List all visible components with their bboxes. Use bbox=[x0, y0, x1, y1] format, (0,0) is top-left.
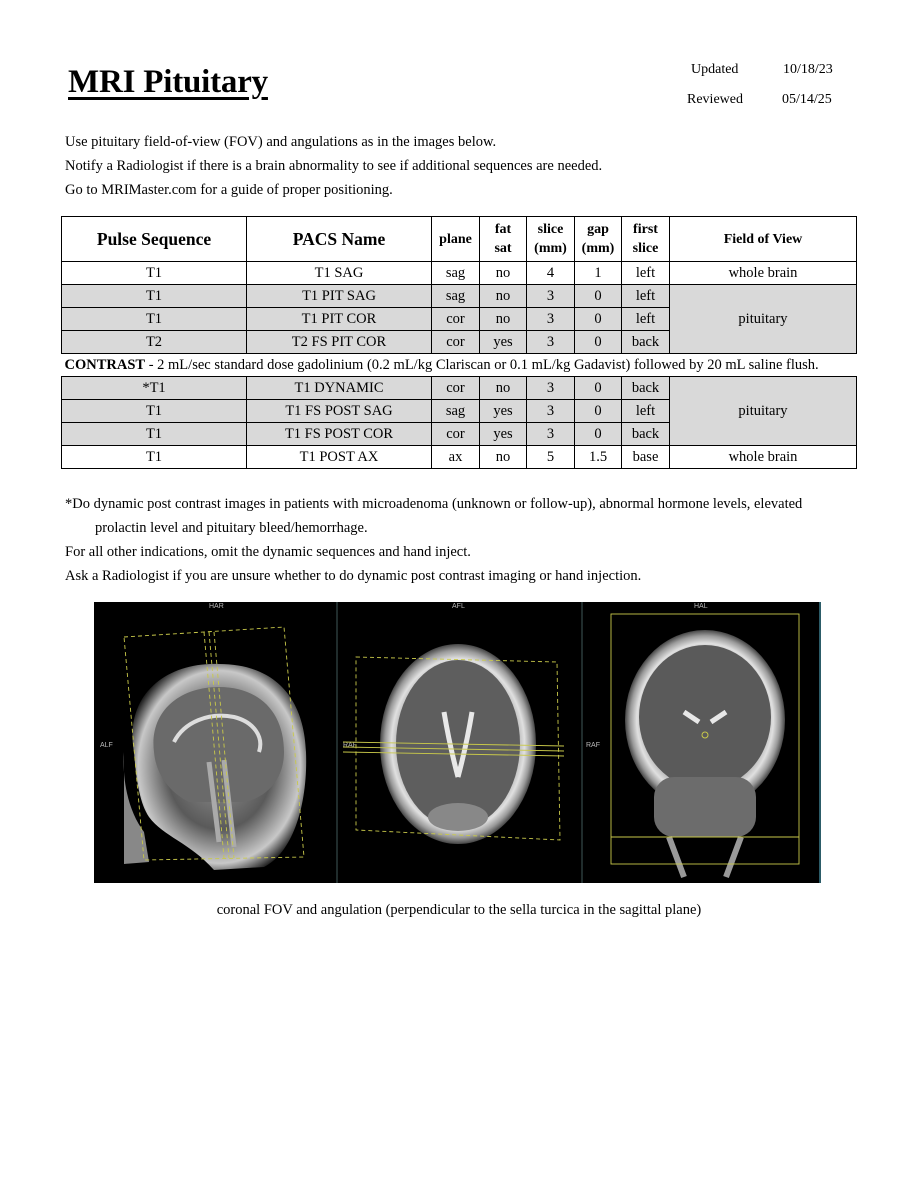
cell-pacs: T2 FS PIT COR bbox=[247, 331, 432, 354]
cell-pacs: T1 FS POST COR bbox=[247, 423, 432, 446]
cell-slice: 3 bbox=[527, 308, 575, 331]
cell-pacs: T1 PIT COR bbox=[247, 308, 432, 331]
ax-top-label: AFL bbox=[452, 603, 465, 610]
cell-first-slice: back bbox=[622, 423, 670, 446]
cell-first-slice: left bbox=[622, 308, 670, 331]
cell-plane: ax bbox=[432, 446, 480, 469]
header-fat-sat: fat sat bbox=[480, 217, 527, 262]
cell-plane: sag bbox=[432, 285, 480, 308]
cell-gap: 0 bbox=[575, 377, 622, 400]
cell-first-slice: back bbox=[622, 331, 670, 354]
cell-slice: 3 bbox=[527, 400, 575, 423]
cell-plane: sag bbox=[432, 262, 480, 285]
cell-fat-sat: yes bbox=[480, 423, 527, 446]
note-line: prolactin level and pituitary bleed/hemorrhage. bbox=[95, 520, 368, 536]
table-row bbox=[62, 377, 857, 400]
cell-slice: 3 bbox=[527, 331, 575, 354]
cell-fat-sat: no bbox=[480, 285, 527, 308]
header-field-of-view: Field of View bbox=[670, 217, 857, 262]
header-gap: gap (mm) bbox=[575, 217, 622, 262]
note-line: *Do dynamic post contrast images in patients with microadenoma (unknown or follow-up), abnormal hormone levels, elevated bbox=[65, 496, 803, 512]
header-slice: slice (mm) bbox=[527, 217, 575, 262]
ax-left-label: RAF bbox=[343, 742, 357, 749]
cell-gap: 0 bbox=[575, 400, 622, 423]
cell-gap: 1 bbox=[575, 262, 622, 285]
intro-instructions bbox=[65, 130, 602, 202]
cell-first-slice: base bbox=[622, 446, 670, 469]
header-pulse-sequence: Pulse Sequence bbox=[62, 217, 247, 262]
cell-pulse: T1 bbox=[62, 308, 247, 331]
contrast-row bbox=[62, 354, 857, 377]
header-plane: plane bbox=[432, 217, 480, 262]
cell-fat-sat: no bbox=[480, 446, 527, 469]
cell-pulse: T1 bbox=[62, 262, 247, 285]
table-header-row bbox=[62, 217, 857, 262]
cell-plane: cor bbox=[432, 423, 480, 446]
cell-plane: cor bbox=[432, 331, 480, 354]
protocol-table bbox=[61, 216, 857, 469]
cell-pulse: T1 bbox=[62, 400, 247, 423]
cell-first-slice: left bbox=[622, 285, 670, 308]
table-row bbox=[62, 285, 857, 308]
cell-fov: pituitary bbox=[670, 377, 857, 446]
intro-line: Use pituitary field-of-view (FOV) and angulations as in the images below. bbox=[65, 134, 497, 150]
cell-fov: whole brain bbox=[670, 262, 857, 285]
updated-label: Updated bbox=[691, 62, 739, 77]
cell-fov: pituitary bbox=[670, 285, 857, 354]
note-line: For all other indications, omit the dynamic sequences and hand inject. bbox=[65, 544, 471, 560]
cor-top-label: HAL bbox=[694, 603, 708, 610]
cell-fat-sat: yes bbox=[480, 331, 527, 354]
page-title: MRI Pituitary bbox=[68, 64, 268, 100]
cell-plane: sag bbox=[432, 400, 480, 423]
cell-pacs: T1 SAG bbox=[247, 262, 432, 285]
header-first-slice: first slice bbox=[622, 217, 670, 262]
cell-gap: 0 bbox=[575, 285, 622, 308]
mri-positioning-images bbox=[94, 602, 821, 883]
intro-line: Go to MRIMaster.com for a guide of proper positioning. bbox=[65, 182, 393, 198]
cell-pulse: *T1 bbox=[62, 377, 247, 400]
cell-fat-sat: no bbox=[480, 308, 527, 331]
note-line: Ask a Radiologist if you are unsure whether to do dynamic post contrast imaging or hand injection. bbox=[65, 568, 642, 584]
cell-pulse: T1 bbox=[62, 423, 247, 446]
cell-pacs: T1 POST AX bbox=[247, 446, 432, 469]
cell-fov: whole brain bbox=[670, 446, 857, 469]
cell-fat-sat: no bbox=[480, 262, 527, 285]
cell-first-slice: left bbox=[622, 262, 670, 285]
cell-pulse: T2 bbox=[62, 331, 247, 354]
intro-line: Notify a Radiologist if there is a brain abnormality to see if additional sequences are needed. bbox=[65, 158, 603, 174]
cell-gap: 0 bbox=[575, 331, 622, 354]
cell-pulse: T1 bbox=[62, 446, 247, 469]
cell-first-slice: back bbox=[622, 377, 670, 400]
reviewed-label: Reviewed bbox=[687, 92, 743, 107]
cell-pacs: T1 FS POST SAG bbox=[247, 400, 432, 423]
cell-first-slice: left bbox=[622, 400, 670, 423]
cell-slice: 3 bbox=[527, 423, 575, 446]
cor-left-label: RAF bbox=[586, 742, 600, 749]
cell-fat-sat: yes bbox=[480, 400, 527, 423]
updated-date: 10/18/23 bbox=[783, 62, 833, 77]
header-pacs-name: PACS Name bbox=[247, 217, 432, 262]
contrast-note: CONTRAST - 2 mL/sec standard dose gadolinium (0.2 mL/kg Clariscan or 0.1 mL/kg Gadavist) followed by 20 mL saline flush. bbox=[62, 354, 857, 377]
sagittal-image bbox=[100, 603, 306, 870]
cell-slice: 5 bbox=[527, 446, 575, 469]
cell-slice: 3 bbox=[527, 377, 575, 400]
sag-top-label: HAR bbox=[209, 603, 224, 610]
cell-slice: 4 bbox=[527, 262, 575, 285]
table-row bbox=[62, 262, 857, 285]
cell-slice: 3 bbox=[527, 285, 575, 308]
cell-gap: 1.5 bbox=[575, 446, 622, 469]
image-caption: coronal FOV and angulation (perpendicular to the sella turcica in the sagittal plane) bbox=[216, 902, 702, 918]
cell-plane: cor bbox=[432, 377, 480, 400]
table-row bbox=[62, 446, 857, 469]
cell-gap: 0 bbox=[575, 423, 622, 446]
axial-image bbox=[343, 603, 564, 844]
coronal-image bbox=[586, 603, 799, 877]
cell-pacs: T1 DYNAMIC bbox=[247, 377, 432, 400]
cell-fat-sat: no bbox=[480, 377, 527, 400]
cell-pulse: T1 bbox=[62, 285, 247, 308]
cell-plane: cor bbox=[432, 308, 480, 331]
sag-left-label: ALF bbox=[100, 742, 113, 749]
cell-gap: 0 bbox=[575, 308, 622, 331]
contrast-notes bbox=[65, 492, 802, 588]
reviewed-date: 05/14/25 bbox=[782, 92, 832, 107]
cell-pacs: T1 PIT SAG bbox=[247, 285, 432, 308]
